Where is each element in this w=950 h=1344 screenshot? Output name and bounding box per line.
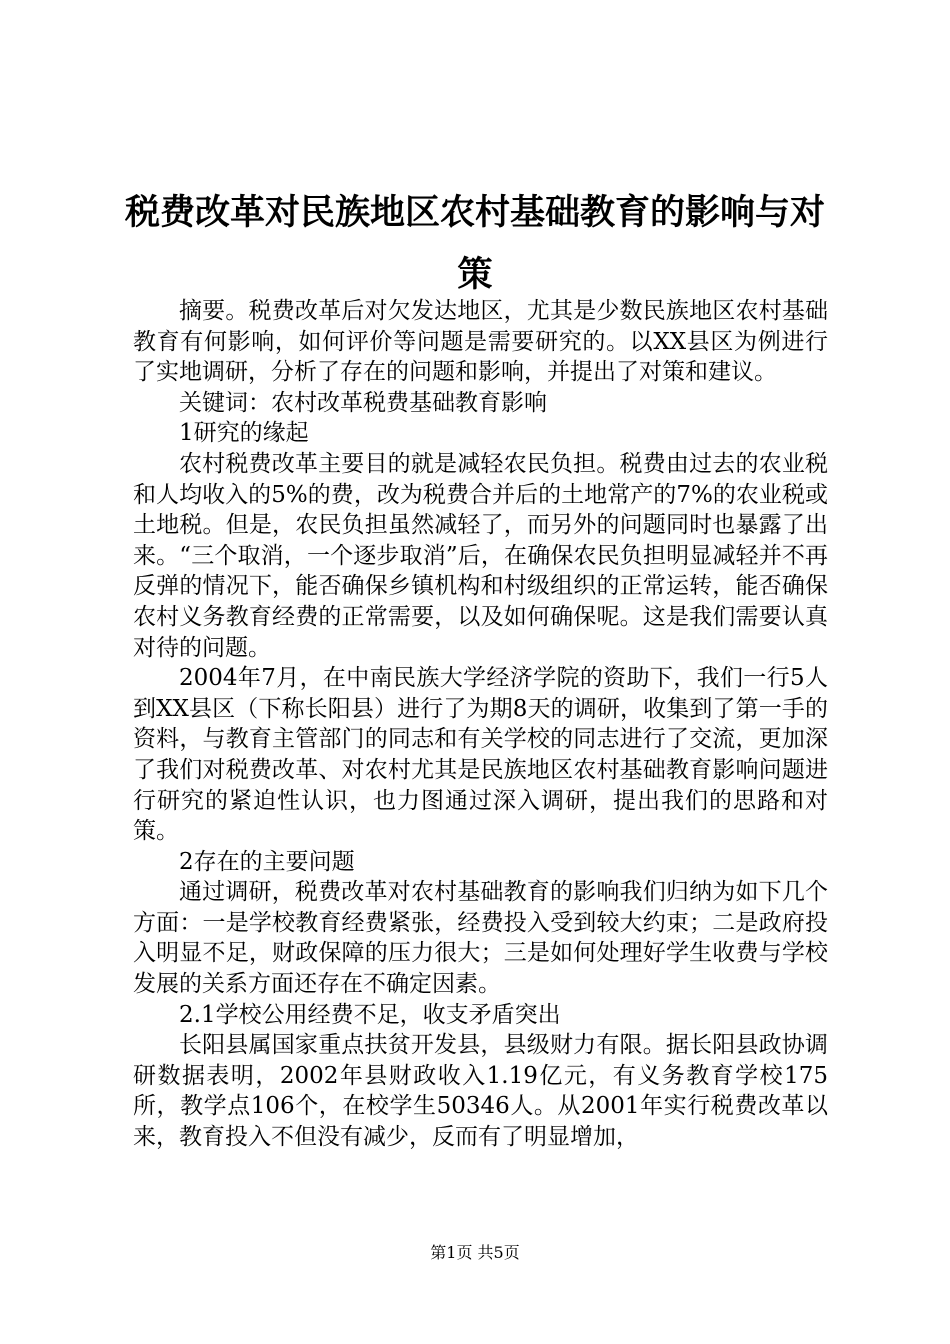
- body-paragraph: 2004年7月，在中南民族大学经济学院的资助下，我们一行5人到XX县区（下称长阳县）进行了为期8天的调研，收集到了第一手的资料，与教育主管部门的同志和有关学校的同志进行了交流，更加深了我们对税费改革、对农村尤其是民族地区农村基础教育影响问题进行研究的紧迫性认识，也力图通过深入调研，提出我们的思路和对策。: [133, 665, 828, 845]
- body-paragraph: 长阳县属国家重点扶贫开发县，县级财力有限。据长阳县政协调研数据表明，2002年县财政收入1.19亿元，有义务教育学校175所，教学点106个，在校学生50346人。从2001年实行税费改革以来，教育投入不但没有减少，反而有了明显增加，: [133, 1032, 828, 1151]
- body-paragraph: 通过调研，税费改革对农村基础教育的影响我们归纳为如下几个方面：一是学校教育经费紧张，经费投入受到较大约束；二是政府投入明显不足，财政保障的压力很大；三是如何处理好学生收费与学校发展的关系方面还存在不确定因素。: [133, 879, 828, 998]
- body-paragraph: 农村税费改革主要目的就是减轻农民负担。税费由过去的农业税和人均收入的5%的费，改为税费合并后的土地常产的7%的农业税或土地税。但是，农民负担虽然减轻了，而另外的问题同时也暴露了出来。“三个取消，一个逐步取消”后，在确保农民负担明显减轻并不再反弹的情况下，能否确保乡镇机构和村级组织的正常运转，能否确保农村义务教育经费的正常需要，以及如何确保呢。这是我们需要认真对待的问题。: [133, 450, 828, 661]
- section-heading-2: 2存在的主要问题: [179, 848, 355, 875]
- section-heading-1: 1研究的缘起: [179, 420, 309, 447]
- page-footer: 第1页 共5页: [430, 1243, 520, 1262]
- abstract-paragraph: 摘要。税费改革后对欠发达地区，尤其是少数民族地区农村基础教育有何影响，如何评价等问题是需要研究的。以XX县区为例进行了实地调研，分析了存在的问题和影响，并提出了对策和建议。: [133, 298, 828, 386]
- subsection-heading-2-1: 2.1学校公用经费不足，收支矛盾突出: [179, 1001, 561, 1028]
- document-body: [133, 296, 828, 1153]
- document-title: 税费改革对民族地区农村基础教育的影响与对策: [124, 192, 825, 295]
- keywords-line: 关键词：农村改革税费基础教育影响: [179, 389, 547, 416]
